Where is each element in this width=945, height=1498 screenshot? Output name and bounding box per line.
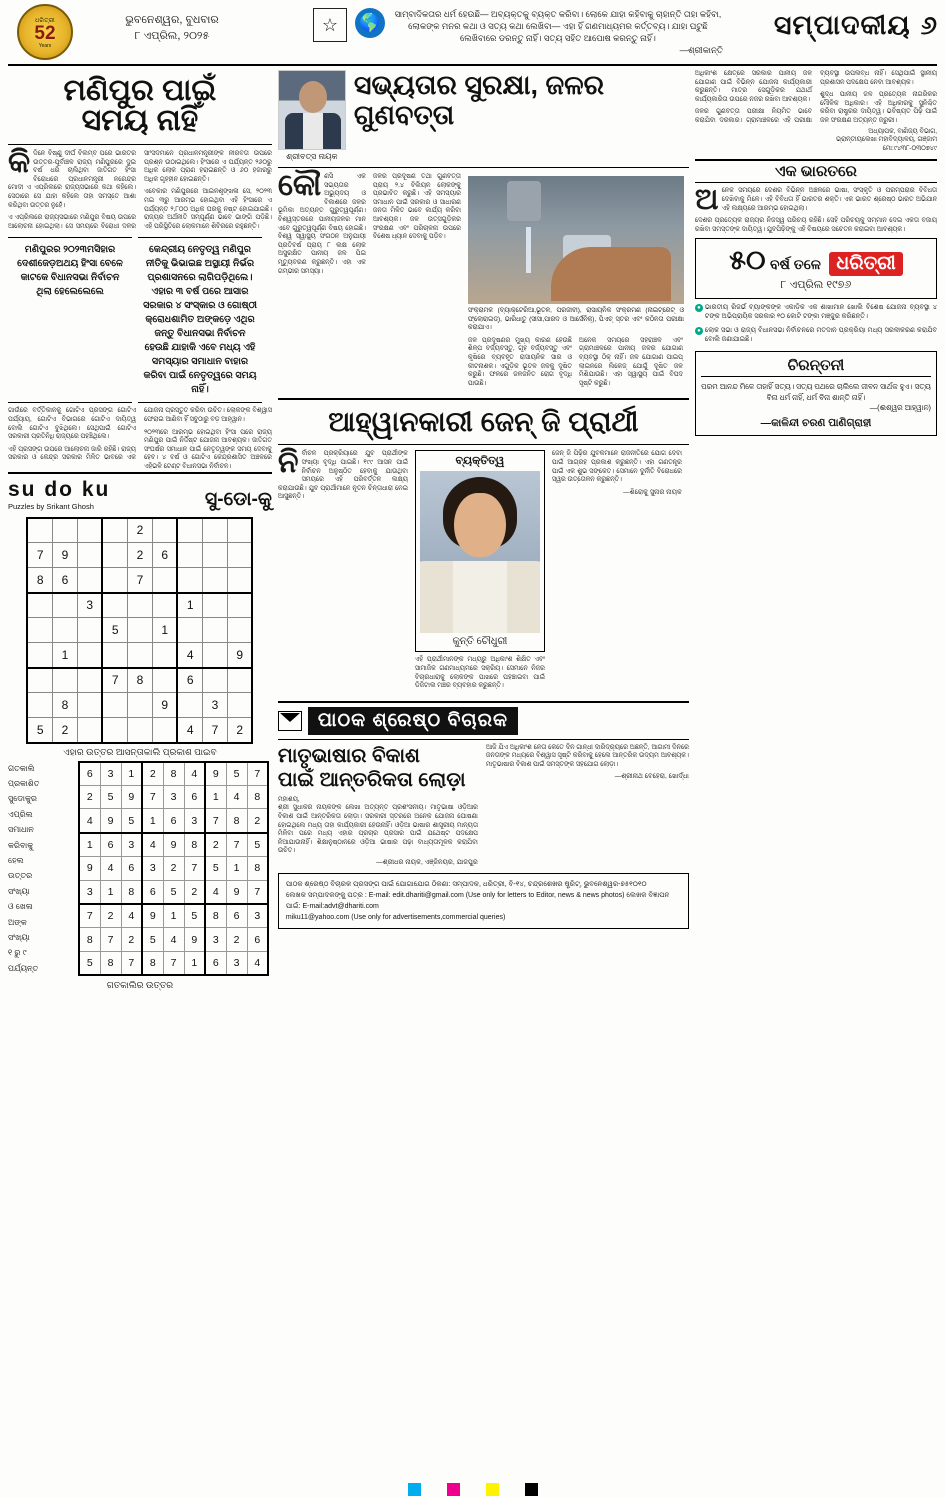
sudoku-cell[interactable]	[177, 618, 202, 643]
sudoku-answer-cell: 4	[121, 904, 142, 928]
feature-dropcap: କୌ	[277, 169, 322, 202]
section-title: ସମ୍ପାଦକୀୟ	[773, 10, 911, 40]
editorial-pullquotes	[8, 233, 272, 407]
sudoku-answer-cell: 8	[247, 785, 268, 809]
chirantani-title: ଚିରନ୍ତନୀ	[701, 357, 931, 377]
sudoku-answer-cell: 8	[226, 809, 247, 833]
sudoku-answer-cell: 3	[79, 880, 100, 904]
second-article-columns	[277, 446, 689, 694]
feature-para-3: ଜଳ ପ୍ରଦୂଷଣର ମୁଖ୍ୟ କାରଣ ହେଉଛି ଶିଳ୍ପ ବର୍ଜ୍ୟବସ୍ତୁ, ଗୃହ ବର୍ଜ୍ୟବସ୍ତୁ ଏବଂ କୃଷିରେ ବ୍ୟବହୃତ ରାସାୟନିକ ସାର ଓ କୀଟନାଶକ। ଏଗୁଡ଼ିକ ଭୂତଳ ଜଳକୁ ଦୂଷିତ କରୁଛି। ଫଳରେ ଜଳଜନିତ ରୋଗ ବୃଦ୍ଧି ପାଉଛି।	[467, 336, 572, 387]
right-column	[695, 70, 937, 991]
letter-salutation: ମହାଶୟ,	[277, 795, 300, 803]
sudoku-cell[interactable]	[102, 593, 127, 618]
sudoku-cell[interactable]: 9	[52, 543, 77, 568]
feature-article-columns	[277, 169, 689, 392]
color-patch-black	[525, 1483, 538, 1496]
sudoku-cell[interactable]	[127, 593, 152, 618]
sudoku-answer-label: ୧ ରୁ ୯	[8, 948, 27, 958]
sudoku-cell[interactable]	[202, 543, 227, 568]
sudoku-cell[interactable]	[102, 568, 127, 593]
sudoku-answer-cell: 3	[100, 762, 121, 786]
sudoku-answer-cell: 4	[142, 833, 163, 857]
second-article-dropcap: ନି	[277, 446, 299, 480]
masthead-date: ୮ ଏପ୍ରିଲ, ୨୦୨୫	[134, 30, 210, 42]
anniversary-brand: ଧରିତ୍ରୀ	[829, 252, 902, 276]
sudoku-cell[interactable]: 1	[177, 593, 202, 618]
sudoku-cell[interactable]	[52, 618, 77, 643]
anniversary-date: ୮ ଏପ୍ରିଲ ୧୯୭୬	[780, 279, 852, 292]
sudoku-cell[interactable]	[127, 618, 152, 643]
ek-bharat-para-2: ଦେଶର ପ୍ରତ୍ୟେକ ରାଜ୍ୟର ନିଜସ୍ୱ ପରିଚୟ ରହିଛି। ସେହି ପରିଚୟକୁ ସମ୍ମାନ ଦେଇ ଏକତା ବଜାୟ ରଖିବା ସମସ୍ତଙ୍କ ଦାୟିତ୍ୱ। ଯୁବପିଢ଼ିଙ୍କୁ ଏହି ବିଷୟରେ ସଚେତନ କରାଇବା ଆବଶ୍ୟକ।	[694, 217, 937, 233]
sudoku-answer-cell: 8	[79, 928, 100, 952]
editorial-para-4: ଗାଉଁରେ ବର୍ତ୍ତିକାନକୁ ଗୋଟିଏ ପ୍ରସଙ୍ଗ ଗୋଟିଏ ପର୍ଯ୍ୟାୟ, ଗୋଟିଏ ବିଭାଗରେ ଗୋଟିଏ ଦାୟିତ୍ୱ ବୋଲି ଗୋଟିଏ ବୁଝିଥିଲେ। ସେଥିପାଇଁ ଗୋଟିଏ ସରକାରୀ ପ୍ରତିନିଧି ରାଜ୍ୟରେ ପହଞ୍ଚିଥିଲେ।	[8, 407, 136, 441]
sudoku-answer-cell: 6	[205, 951, 226, 975]
sudoku-cell[interactable]	[77, 543, 102, 568]
contact-box	[278, 873, 689, 929]
mail-icon	[278, 711, 302, 731]
letter2-sign: —ଶ୍ରୀନାଥ ବେହେରା, ଖୋର୍ଦ୍ଧା	[614, 772, 689, 780]
sudoku-cell[interactable]: 1	[152, 618, 177, 643]
pullquote-left: ମଣିପୁରର ୨୦୨୩ମସିହାର ଦେଶୀଜେଡ଼ଅଥୟ ହିଂସା ବେଳେ କାଟକେ ବିଧାନସଭା ନିର୍ବାଚନ ଥିଲା ହେଲେଲେଲେ	[8, 237, 132, 403]
second-article-title: ଆହ୍ୱାନକାରୀ ଜେନ୍ ଜି ପ୍ରାର୍ଥୀ	[328, 406, 639, 438]
sudoku-answer-cell: 1	[142, 809, 163, 833]
editorial-body	[8, 146, 272, 233]
ek-bharat-body	[694, 183, 937, 234]
sudoku-cell[interactable]	[127, 693, 152, 718]
sudoku-cell[interactable]	[202, 618, 227, 643]
anniversary-number: ୫୦	[729, 245, 766, 276]
sudoku-answer-cell: 5	[247, 833, 268, 857]
sudoku-cell[interactable]	[152, 518, 177, 543]
sudoku-answer-cell: 9	[184, 928, 205, 952]
sudoku-cell[interactable]	[77, 693, 102, 718]
masthead-quote	[393, 8, 723, 56]
sudoku-answer-area	[8, 761, 272, 977]
sudoku-cell[interactable]	[227, 618, 252, 643]
sudoku-answer-cell: 7	[121, 951, 142, 975]
letters-banner-row	[278, 701, 689, 740]
color-patch-cyan	[408, 1483, 421, 1496]
sudoku-answer-cell: 7	[184, 856, 205, 880]
photo-caption: ସଂକ୍ରାମକ (ବ୍ୟାକ୍ଟେରିଆ,ଭୂତଳ, ପରଜୀବୀ), ରାସାୟନିକ ସଂକ୍ରମଣ (ନାଇଟ୍ରେଟ୍ ଓ ଫ୍ଲୋରାଇଡ୍), ଭାରିଧାତୁ (ସୀସା,ପାରଦ ଓ ଆର୍ସେନିକ୍), ପିଏଚ୍ ସ୍ତର ଏବଂ କଠିନତା ପରୀକ୍ଷା କରାଯାଏ।	[467, 307, 684, 332]
sudoku-answer-label: କରିବାକୁ	[8, 840, 34, 850]
sudoku-cell[interactable]: 2	[52, 718, 77, 743]
sudoku-answer-cell: 3	[163, 785, 184, 809]
sudoku-answer-cell: 7	[247, 762, 268, 786]
sudoku-answer-cell: 4	[79, 809, 100, 833]
feature-para-2: ଜଳର ପ୍ରଦୂଷଣ ତଥା ଗୁଣବତ୍ତା ପ୍ରାୟ ୨.୪ ବିଲିୟନ ଲୋକଙ୍କୁ ପ୍ରଭାବିତ କରୁଛି। ଏହି ସମସ୍ୟାର ସମାଧାନ ପାଇଁ ସରକାର ଓ ସାଧାରଣ ଜନତା ମିଳିତ ଭାବେ କାର୍ଯ୍ୟ କରିବା ଆବଶ୍ୟକ। ଜଳ ଉତ୍ସଗୁଡ଼ିକର ସଂରକ୍ଷଣ ଏବଂ ପରିଚାଳନା ଉପରେ ବିଶେଷ ଧ୍ୟାନ ଦେବାକୁ ପଡ଼ିବ।	[372, 173, 461, 241]
sudoku-cell[interactable]	[52, 593, 77, 618]
editorial-dropcap: କିି	[8, 146, 31, 179]
sudoku-answer-label: ଉତ୍ତର	[8, 871, 33, 881]
sudoku-title-odia: ସୁ-ଡୋ-କୁ	[204, 488, 272, 510]
editorial-headline-line2: ସମୟ ନାହିଁ	[81, 104, 199, 137]
sudoku-answer-label: ହେଲ	[8, 855, 24, 865]
national-emblem-icon: ☆	[313, 8, 347, 42]
seal-brand: ଧରିତ୍ରୀ	[35, 17, 55, 24]
editorial-para-6: ୨୦୨୩ରେ ଆରମ୍ଭ ହୋଇଥିବା ହିଂସା ପରେ ରାଜ୍ୟ ମଣିପୁର ପାଇଁ ନିର୍ଦ୍ଦିଷ୍ଟ ଯୋଜନା ଆବଶ୍ୟକ। ଜାତିଗତ ସଂଘର୍ଷର ସମାଧାନ ପାଇଁ ନେତୃତ୍ୱଙ୍କ ସମୟ ଦେବାକୁ ହେବ। ୪ ବର୍ଷ ଓ ଗୋଟିଏ କେନ୍ଦ୍ରଶାସିତ ଅଞ୍ଚଳରେ ଏହିଭଳି ଟେଣ୍ଟ ବିଧାନସଭା ନିର୍ବାଚନ।	[143, 428, 272, 470]
sudoku-cell[interactable]	[77, 718, 102, 743]
sudoku-answer-cell: 7	[100, 928, 121, 952]
sudoku-answer-label: ଏପ୍ରିଲ	[8, 809, 33, 819]
page-number: ୬	[920, 10, 937, 40]
sudoku-answer-cell: 4	[184, 762, 205, 786]
sudoku-answer-cell: 6	[163, 809, 184, 833]
chirantani-sign: —(ଈଶ୍ୱର ଆହ୍ୱାନ)	[869, 402, 931, 412]
sudoku-answer-cell: 8	[205, 904, 226, 928]
middle-column	[278, 70, 689, 991]
anniversary-suffix: ବର୍ଷ ତଳେ	[770, 256, 821, 273]
sudoku-cell[interactable]	[227, 518, 252, 543]
sudoku-answer-cell: 8	[184, 833, 205, 857]
sudoku-cell[interactable]	[77, 643, 102, 668]
letters-banner: ପାଠକ ଶ୍ରେଷ୍ଠ ବିଚାରକ	[308, 707, 518, 735]
sudoku-answer-cell: 5	[163, 880, 184, 904]
sudoku-answer-cell: 5	[100, 785, 121, 809]
sudoku-cell[interactable]	[27, 693, 52, 718]
seal-years: Years	[38, 42, 52, 49]
sudoku-cell[interactable]: 6	[152, 543, 177, 568]
sudoku-answer-cell: 6	[247, 928, 268, 952]
sudoku-cell[interactable]	[152, 568, 177, 593]
right-sign-3: ମୋ:୯୪୩୮-୦୩୦୭୪୯	[882, 144, 937, 152]
sudoku-cell[interactable]: 3	[202, 693, 227, 718]
ek-bharat-para-1: ନେକ ସମୟରେ ଦେଶର ବିଭିନ୍ନ ଅଞ୍ଚଳରେ ଭାଷା, ସଂସ୍କୃତି ଓ ପରମ୍ପରାର ବିବିଧତା ଦେଖିବାକୁ ମିଳେ। ଏହି ବିବିଧତା ହିଁ ଭାରତର ଶକ୍ତି। ଏକ ଭାରତ ଶ୍ରେଷ୍ଠ ଭାରତ ଅଭିଯାନ ଏହି ଲକ୍ଷ୍ୟରେ ଆରମ୍ଭ ହୋଇଥିଲା।	[721, 187, 937, 212]
contact-line-3[interactable]: miku11@yahoo.com (Use only for advertisements,commercial queries)	[285, 913, 506, 921]
sudoku-cell[interactable]	[152, 643, 177, 668]
sudoku-cell[interactable]	[152, 718, 177, 743]
sudoku-cell[interactable]	[77, 618, 102, 643]
globe-icon: 🌎	[355, 8, 385, 38]
author-name: ଶ୍ରୀବତ୍ସ ନାୟକ	[286, 152, 338, 161]
right-para-1: ଅଧିକାଂଶ କ୍ଷେତ୍ରେ ସରକାର ପାନୀୟ ଜଳ ଯୋଗାଣ ପାଇଁ ବିଭିନ୍ନ ଯୋଜନା କାର୍ଯ୍ୟକାରୀ କରୁଛନ୍ତି। ମାତ୍ର ସେଗୁଡ଼ିକର ଯଥାର୍ଥ କାର୍ଯ୍ୟକାରିତା ଉପରେ ନଜର ରଖିବା ଆବଶ୍ୟକ।	[694, 70, 812, 103]
sudoku-answer-cell: 7	[163, 951, 184, 975]
sudoku-answer-label: ଓ ଖେଳା	[8, 902, 33, 912]
sudoku-answer-cell: 6	[121, 856, 142, 880]
editorial-headline-line1: ମଣିପୁର ପାଇଁ	[63, 74, 217, 107]
sudoku-cell[interactable]	[202, 518, 227, 543]
registration-color-bar	[0, 1483, 945, 1496]
sudoku-answer-cell: 8	[100, 951, 121, 975]
sudoku-answer-cell: 3	[142, 856, 163, 880]
sudoku-cell[interactable]	[202, 668, 227, 693]
sudoku-answer-cell: 9	[142, 904, 163, 928]
sudoku-cell[interactable]	[177, 543, 202, 568]
right-para-3: ଶୁଦ୍ଧ ପାନୀୟ ଜଳ ପ୍ରତ୍ୟେକ ନାଗରିକର ମୌଳିକ ଅଧିକାର। ଏହି ଅଧିକାରକୁ ସୁନିଶ୍ଚିତ କରିବା ରାଷ୍ଟ୍ରର ଦାୟିତ୍ୱ। ଭବିଷ୍ୟତ ପିଢ଼ି ପାଇଁ ଜଳ ସଂରକ୍ଷଣ ଅତ୍ୟନ୍ତ ଜରୁରୀ।	[819, 91, 937, 124]
sudoku-cell[interactable]	[227, 593, 252, 618]
sudoku-cell[interactable]: 7	[27, 543, 52, 568]
tap-water-photo	[468, 176, 684, 304]
sudoku-answer-cell: 5	[142, 928, 163, 952]
woman-portrait	[420, 471, 540, 633]
sudoku-answer-cell: 5	[184, 904, 205, 928]
chirantani-box	[695, 351, 937, 436]
right-article-signature	[695, 128, 937, 154]
sudoku-answer-cell: 9	[226, 880, 247, 904]
sudoku-answer-cell: 1	[163, 904, 184, 928]
sudoku-cell[interactable]	[52, 518, 77, 543]
sudoku-answer-cell: 8	[121, 880, 142, 904]
sudoku-answer-cell: 3	[121, 833, 142, 857]
sudoku-logo: su do ku	[8, 477, 111, 501]
letter-title-line2: ପାଇଁ ଆନ୍ତରିକତା ଲୋଡ଼ା	[277, 768, 466, 791]
sudoku-answer-cell: 7	[205, 809, 226, 833]
sudoku-cell[interactable]	[227, 693, 252, 718]
sudoku-cell[interactable]	[27, 593, 52, 618]
masthead-place: ଭୁବନେଶ୍ୱର, ବୁଧବାର	[125, 14, 219, 26]
editorial-para-3: ଏବେକାର ମଣିପୁରରେ ଆଇନଶୃଙ୍ଖଳା ସେ, ୨୦୨୩ ମଇ ୩ରୁ ଆରମ୍ଭ ହୋଇଥିବା ଏହି ହିଂସାରେ ଏ ପର୍ଯ୍ୟନ୍ତ ୨,୮୦୦ ଅଧିକ ଘରକୁ ନଷ୍ଟ ହୋଇଯାଇଛି। ରାଜ୍ୟର ଅର୍ଥନୀତି ସମ୍ପୂର୍ଣ୍ଣ ଭାବେ ଭାଙ୍ଗି ପଡ଼ିଛି। ଏହି ପରିସ୍ଥିତିରେ ଲୋକମାନେ ଶିବିରରେ ରହୁଛନ୍ତି।	[143, 188, 272, 230]
sudoku-answer-cell: 7	[247, 880, 268, 904]
ek-bharat-section-title: ଏକ ଭାରତରେ	[695, 159, 937, 183]
editorial-para-1: ଦିନେ ବିଷ୍ଣୁ ଦୀର୍ଘ ବିଲମ୍ବ ପରେ ଭାରତର ଉତ୍ତର-ପୂର୍ବାଞ୍ଚଳ ରାଜ୍ୟ ମଣିପୁରରେ ଦୁଇ ବର୍ଷ ଧରି ଚାଲିଥିବା ଜାତିଗତ ହିଂସା ବିରୋଧରେ ପ୍ରଧାନମନ୍ତ୍ରୀ ନରେନ୍ଦ୍ର ମୋଦୀ ଏ ଏପ୍ରିଲରେ ରାଜ୍ୟସଭାରେ କଥା କହିଲେ। ସେଠାରେ ସେ ଯାହା କହିଲେ ତାହା ସମସ୍ତେ ଆଶା କରିଥିବା ଉତ୍ତର ନୁହେଁ।	[8, 150, 136, 209]
masthead-dateline	[82, 4, 262, 44]
sudoku-answer-grid	[78, 761, 269, 977]
sudoku-cell[interactable]	[152, 668, 177, 693]
sudoku-cell[interactable]: 5	[27, 718, 52, 743]
sudoku-answer-cell: 2	[247, 809, 268, 833]
pullquote-right: କେନ୍ଦ୍ରୀୟ ନେତୃତ୍ୱ ମଣିପୁର ନୀତିକୁ ଭିଭାଇଛ ଅସ୍ଥାୟୀ ନିର୍ଭର ପ୍ରଶାସନରେ ଲାଗିପଡ଼ିଥିଲେ। ଏହାର ୩ ବର୍ଷ ପରେ ଆସାର ସରକାର ୪ ସଂସ୍କାର ଓ ଗୋଷ୍ଠୀ କ୍ରୋଧଶାମିତ ଅଙ୍କଡ଼େ ଏଥିର ଜନ୍ତୁ ବିଧାନସଭା ନିର୍ବାଚନ ହେଉଛି ଯାହାକି ଏବେ ମଧ୍ୟ ଏହି ସମସ୍ୟାର ସମାଧାନ ବାହାର କରିବା ପାଇଁ ନେତୃତ୍ୱରେ ସମୟ ନାହିଁ।	[138, 237, 262, 403]
contact-line-2[interactable]: ଲେଖକ ସମ୍ପାଦକଙ୍କୁ ପତ୍ର : E-mail: edit.dhariti@gmail.com (Use only for letters to Editor, news & news photos) ଲେଖକ ବିଜ୍ଞାପନ ପାଇଁ: E-mail:advt@dhariti.com	[285, 891, 670, 910]
sudoku-answer-label: ପ୍ରକାଶିତ	[8, 778, 40, 788]
sudoku-credit: Puzzles by Srikant Ghosh	[8, 501, 94, 511]
feature-article-header	[278, 70, 689, 162]
sudoku-cell[interactable]	[27, 618, 52, 643]
sudoku-answer-cell: 4	[247, 951, 268, 975]
sudoku-caption: ଏହାର ଉତ୍ତର ଆସନ୍ତାକାଲି ପ୍ରକାଶ ପାଇବ	[63, 746, 217, 757]
sudoku-cell[interactable]: 1	[52, 643, 77, 668]
right-sign-2: ଭ୍ରାନ୍ତୀୟଲେଖା ମହାବିଦ୍ୟାଳୟ, ଗଞ୍ଜାମ	[836, 136, 937, 144]
color-patch-magenta	[447, 1483, 460, 1496]
sudoku-answer-cell: 2	[163, 856, 184, 880]
chirantani-author: —କାଳିନ୍ଦୀ ଚରଣ ପାଣିଗ୍ରାହୀ	[760, 416, 872, 429]
editorial-para-2: ଏ ଏପ୍ରିଲରେ ରାଜ୍ୟସଭାରେ ମଣିପୁର ବିଷୟ ଉପରେ ଆଲୋଚନା ହୋଇଥିଲା। ସେ ସମୟରେ ବିରୋଧୀ ଦଳର ସାଂସଦମାନେ ପ୍ରଧାନମନ୍ତ୍ରୀଙ୍କ ନୀରବତା ଉପରେ ପ୍ରଶ୍ନ ଉଠାଇଥିଲେ। ହିଂସାରେ ଏ ପର୍ଯ୍ୟନ୍ତ ୨୬୦ରୁ ଅଧିକ ଲୋକ ପ୍ରାଣ ହରାଇଛନ୍ତି ଓ ୬୦ ହଜାରରୁ ଅଧିକ ଗୃହହୀନ ହୋଇଛନ୍ତି।	[8, 150, 272, 230]
sudoku-answer-cell: 7	[79, 904, 100, 928]
sudoku-cell[interactable]: 6	[52, 568, 77, 593]
sudoku-answer-label: ସୁଡୋକୁର	[8, 794, 37, 804]
sudoku-answer-cell: 2	[100, 904, 121, 928]
sudoku-answer-cell: 6	[142, 880, 163, 904]
sudoku-cell[interactable]: 2	[227, 718, 252, 743]
masthead-quote-text: ସାମ୍ବାଦିକତାର ଧର୍ମ ହେଉଛି— ଅବ୍ୟକ୍ତକୁ ବ୍ୟକ୍ତ କରିବା। ଲୋକେ ଯାହା କହିବାକୁ ଚାହାନ୍ତି ତାହା କହିବା, ଲୋକଙ୍କ ମନର କଥା ଓ ସତ୍ୟ କଥା ଲେଖିବା— ଏହା ହିଁ ଗଣମାଧ୍ୟମର କର୍ତ୍ତବ୍ୟ। ଯାହା ଘଟୁଛି ଲେଖିବାରେ ଡରନ୍ତୁ ନାହିଁ। ସତ୍ୟ ସହିତ ଆପୋଷ କରନ୍ତୁ ନାହିଁ।	[394, 9, 722, 43]
sudoku-answer-cell: 5	[226, 762, 247, 786]
sudoku-cell[interactable]	[77, 518, 102, 543]
seal-number: 52	[34, 22, 56, 44]
sudoku-answer-cell: 1	[205, 785, 226, 809]
sudoku-answer-cell: 2	[142, 762, 163, 786]
sudoku-cell[interactable]	[102, 718, 127, 743]
masthead-right	[774, 4, 937, 42]
page-body	[8, 70, 937, 991]
second-para-3: ଜେନ୍ ଜି ପିଢ଼ିର ଯୁବକମାନେ ରାଜନୀତିରେ ଯୋଗ ଦେବା ପାଇଁ ଆଗ୍ରହ ପ୍ରକାଶ କରୁଛନ୍ତି। ଏହା ଗଣତନ୍ତ୍ର ପାଇଁ ଏକ ଶୁଭ ସଙ୍କେତ। ସେମାନେ ଦୁର୍ନୀତି ବିରୋଧରେ ସ୍ୱର ଉତ୍ତୋଳନ କରୁଛନ୍ତି।	[551, 450, 682, 484]
sudoku-cell[interactable]: 2	[127, 543, 152, 568]
sudoku-cell[interactable]: 8	[52, 693, 77, 718]
sudoku-cell[interactable]	[202, 568, 227, 593]
sudoku-answer-cell: 6	[79, 762, 100, 786]
sudoku-answer-label: ସମାଧାନ	[8, 825, 34, 835]
sudoku-answer-cell: 5	[79, 951, 100, 975]
right-sign-1: ଅଧ୍ୟାପକ, ବାଣିଜ୍ୟ ବିଭାଗ,	[868, 127, 937, 135]
sudoku-answer-label: ଗତକାଲି	[8, 763, 35, 773]
sudoku-cell[interactable]	[177, 568, 202, 593]
sudoku-answer-cell: 4	[100, 856, 121, 880]
sudoku-cell[interactable]	[177, 693, 202, 718]
ek-bharat-dropcap: ଅ	[694, 183, 719, 217]
sudoku-cell[interactable]: 4	[177, 643, 202, 668]
masthead	[8, 4, 937, 66]
sudoku-cell[interactable]: 7	[102, 668, 127, 693]
sudoku-answer-cell: 2	[205, 833, 226, 857]
sudoku-answer-cell: 6	[184, 785, 205, 809]
sudoku-grid[interactable]	[26, 517, 253, 744]
person-label: ବ୍ୟକ୍ତିତ୍ୱ	[455, 455, 505, 468]
sudoku-cell[interactable]	[27, 668, 52, 693]
masthead-quote-sign: —ଶ୍ରୀକାନ୍ତି	[679, 45, 723, 55]
author-photo	[278, 70, 346, 150]
anniversary-item-2	[695, 327, 937, 345]
sudoku-answer-cell: 2	[121, 928, 142, 952]
editorial-para-5: ଏହି ପ୍ରସଙ୍ଗ ଉପରେ ଆଲୋଚନା ଜାରି ରହିଛି। ରାଜ୍ୟ ସରକାର ଓ କେନ୍ଦ୍ର ସରକାର ମିଳିତ ଭାବରେ ଏକ ଯୋଜନା ପ୍ରସ୍ତୁତ କରିବା ଉଚିତ। ଲୋକଙ୍କ ବିଶ୍ୱାସ ଫେରାଇ ଆଣିବା ହିଁ ସବୁଠାରୁ ବଡ଼ ଆହ୍ୱାନ।	[8, 407, 272, 462]
sudoku-header	[8, 472, 272, 511]
sudoku-answer-cell: 3	[247, 904, 268, 928]
contact-line-1: ପାଠକ ଶ୍ରେଷ୍ଠ ବିଚାରକ ପ୍ରସଙ୍ଗ ପାଇଁ ଯୋଗାଯୋଗ ଠିକଣା: ସମ୍ପାଦକ, ଧରିତ୍ରୀ, ବି-୧୪, ଚନ୍ଦ୍ରଶେଖର ଷ୍ଟ୍ରିଟ୍, ଭୁବନେଶ୍ୱର-୭୫୧୦୧୦	[285, 880, 647, 888]
sudoku-answer-cell: 1	[184, 951, 205, 975]
sudoku-cell[interactable]: 3	[77, 593, 102, 618]
sudoku-cell[interactable]	[227, 668, 252, 693]
second-para-1: ର୍ବାଚନ ପ୍ରକ୍ରିୟାରେ ଯୁବ ପ୍ରାର୍ଥୀଙ୍କ ସଂଖ୍ୟା ବୃଦ୍ଧି ପାଇଛି। ୧୯୯ ଆସନ ପାଇଁ ନିର୍ବାଚନ ଅନୁଷ୍ଠିତ ହେବାକୁ ଯାଉଥିବା ସମୟରେ ଏହି ପରିବର୍ତ୍ତନ ଲକ୍ଷ୍ୟ କରାଯାଉଛି। ଯୁବ ପ୍ରାର୍ଥୀମାନେ ନୂତନ ଚିନ୍ତାଧାରା ନେଇ ଆସୁଛନ୍ତି।	[277, 450, 408, 501]
letter-body: ଶ୍ରୀ ସୁଧାକର ନାୟକଙ୍କ ଲେଖା ଅତ୍ୟନ୍ତ ପ୍ରଶଂସନୀୟ। ମାତୃଭାଷା ଓଡ଼ିଆର ବିକାଶ ପାଇଁ ଆନ୍ତରିକତା ଲୋଡ଼ା। ସରକାରୀ ସ୍ତରରେ ଅନେକ ଯୋଜନା ଘୋଷଣା ହୋଇଥିଲେ ମଧ୍ୟ ତାହା କାର୍ଯ୍ୟକାରୀ ହେଉନାହିଁ। ଓଡ଼ିଆ ଭାଷାର ଶାସ୍ତ୍ରୀୟ ମାନ୍ୟତା ମିଳିବା ପରେ ମଧ୍ୟ ଏହାର ପ୍ରଚାର ପ୍ରସାର ପାଇଁ ଯଥେଷ୍ଟ ପଦକ୍ଷେପ ନିଆଯାଉନାହିଁ। ଶିକ୍ଷାନୁଷ୍ଠାନରେ ଓଡ଼ିଆ ଭାଷାର ପଢ଼ା ବାଧ୍ୟତାମୂଳକ କରାଯିବା ଉଚିତ।	[277, 804, 478, 855]
masthead-logo	[8, 4, 82, 60]
sudoku-cell[interactable]	[227, 543, 252, 568]
sudoku-answer-cell: 1	[100, 880, 121, 904]
second-article-sign: —ଶିରୋକୁ ସୁନାର ନାୟକ	[623, 488, 682, 496]
anniversary-item-1	[695, 304, 937, 322]
sudoku-answer-cell: 6	[100, 833, 121, 857]
sudoku-answer-cell: 8	[163, 762, 184, 786]
sudoku-cell[interactable]: 6	[177, 668, 202, 693]
sudoku-answer-cell: 6	[226, 904, 247, 928]
anniversary-item-2-text: ଲୋକ ସଭା ଓ ରାଜ୍ୟ ବିଧାନସଭା ନିର୍ବାଚନରେ ମତଦାନ ପ୍ରକ୍ରିୟା ମଧ୍ୟ ସରଳୀକରଣ କରାଯିବ ବୋଲି ଜଣାଯାଇଛି।	[704, 326, 937, 343]
sudoku-answer-label: ପର୍ଯ୍ୟନ୍ତ	[8, 963, 39, 973]
sudoku-cell[interactable]	[202, 643, 227, 668]
sudoku-answer-cell: 9	[79, 856, 100, 880]
anniversary-seal	[17, 4, 73, 60]
sudoku-answer-cell: 2	[184, 880, 205, 904]
sudoku-answer-cell: 8	[142, 951, 163, 975]
sudoku-cell[interactable]	[77, 668, 102, 693]
letters-section	[278, 744, 689, 867]
sudoku-answer-cell: 8	[247, 856, 268, 880]
sudoku-cell[interactable]: 2	[127, 518, 152, 543]
person-name: କୁନ୍ତି ଚୌଧୁରୀ	[452, 636, 508, 648]
sudoku-cell[interactable]: 8	[127, 668, 152, 693]
sudoku-cell[interactable]	[27, 643, 52, 668]
sudoku-cell[interactable]	[27, 518, 52, 543]
editorial-body-2	[8, 407, 272, 471]
sudoku-cell[interactable]	[102, 543, 127, 568]
sudoku-cell[interactable]	[152, 593, 177, 618]
bullet-icon: ●	[695, 327, 703, 335]
sudoku-footer: ଗତକାଲିର ଉତ୍ତର	[106, 980, 174, 991]
sudoku-cell[interactable]	[227, 568, 252, 593]
sudoku-cell[interactable]	[202, 593, 227, 618]
sudoku-cell[interactable]: 4	[177, 718, 202, 743]
right-article-continuation	[695, 70, 937, 128]
sudoku-answer-cell: 1	[79, 833, 100, 857]
sudoku-answer-cell: 3	[226, 951, 247, 975]
letter2-body: ଆଜି ଯିଏ ଅଧିକାଂଶ ନେତା କେତେ ଦିନ ଗାନ୍ଧୀ ଦାରିଦ୍ର୍ୟରେ ଅଛନ୍ତି, ଆଗାମୀ ଦିନରେ ଜନତାଙ୍କ ମଧ୍ୟରେ ବିଶ୍ୱାସ ସୃଷ୍ଟି କରିବାକୁ ହେଲେ ଆନ୍ତରିକ ଉଦ୍ୟମ ଆବଶ୍ୟକ। ମାତୃଭାଷାର ବିକାଶ ପାଇଁ ସମସ୍ତଙ୍କ ସହଯୋଗ ଲୋଡ଼ା।	[485, 743, 689, 768]
feature-article-title: ସଭ୍ୟତାର ସୁରକ୍ଷା, ଜଳର ଗୁଣବତ୍ତା	[353, 70, 605, 130]
sudoku-answer-labels	[8, 761, 74, 977]
feature-para-4: ଅନେକ ସମୟରେ ସହରାଞ୍ଚଳ ଏବଂ ଗ୍ରାମାଞ୍ଚଳରେ ପାନୀୟ ଜଳର ଯୋଗାଣ ବ୍ୟବସ୍ଥା ଠିକ୍ ନାହିଁ। ଜଳ ଯୋଗାଣ ପାଇପ୍ ଲାଇନରେ ଲିକେଜ୍ ଯୋଗୁଁ ଦୂଷିତ ଜଳ ମିଶିଯାଉଛି। ଏହା ସ୍ୱାସ୍ଥ୍ୟ ପାଇଁ ବିପଦ ସୃଷ୍ଟି କରୁଛି।	[578, 336, 683, 387]
sudoku-cell[interactable]: 9	[227, 643, 252, 668]
sudoku-cell[interactable]: 8	[27, 568, 52, 593]
sudoku-answer-cell: 1	[226, 856, 247, 880]
chirantani-body: ପରମ ଆନନ୍ଦ ମିଳେ ତାହାହିଁ ସତ୍ୟ। ସତ୍ୟ ପଥରେ ଚାଲିଲେ ଜୀବନ ସାର୍ଥକ ହୁଏ। ସତ୍ୟ ବିନା ଧର୍ମ ନାହିଁ, ଧର୍ମ ବିନା ଶାନ୍ତି ନାହିଁ।	[701, 381, 931, 402]
right-para-2: ଜଳର ଗୁଣବତ୍ତା ପରୀକ୍ଷା ନିୟମିତ ଭାବେ କରାଯିବା ଦରକାର। ଗ୍ରାମାଞ୍ଚଳରେ ଏହି ପରୀକ୍ଷା ବ୍ୟବସ୍ଥା ଉପଲବ୍ଧ ନାହିଁ। ସେଥିପାଇଁ ସ୍ଥାନୀୟ ପ୍ରଶାସନ ପଦକ୍ଷେପ ନେବା ଆବଶ୍ୟକ।	[694, 70, 937, 124]
left-column	[8, 70, 272, 991]
sudoku-answer-cell: 9	[205, 762, 226, 786]
sudoku-cell[interactable]	[102, 693, 127, 718]
sudoku-answer-cell: 5	[121, 809, 142, 833]
sudoku-cell[interactable]	[102, 518, 127, 543]
sudoku-answer-label: ସଂଖ୍ୟା	[8, 886, 30, 896]
sudoku-answer-cell: 9	[100, 809, 121, 833]
sudoku-answer-cell: 2	[79, 785, 100, 809]
color-patch-yellow	[486, 1483, 499, 1496]
person-profile-box	[415, 450, 545, 652]
anniversary-box	[695, 238, 937, 299]
sudoku-answer-cell: 7	[226, 833, 247, 857]
sudoku-cell[interactable]	[127, 643, 152, 668]
sudoku-cell[interactable]	[177, 518, 202, 543]
sudoku-cell[interactable]: 7	[127, 568, 152, 593]
sudoku-answer-cell: 3	[205, 928, 226, 952]
sudoku-answer-label: ଅଙ୍କ	[8, 917, 27, 927]
sudoku-cell[interactable]	[127, 718, 152, 743]
sudoku-answer-cell: 9	[163, 833, 184, 857]
sudoku-answer-cell: 9	[121, 785, 142, 809]
sudoku-cell[interactable]	[52, 668, 77, 693]
letter-sign: —ଶ୍ରୀଧର ନାୟକ, ଏଞ୍ଜିନୟର, ଯାଜପୁର	[376, 858, 478, 866]
letter-title-line1: ମାତୃଭାଷାର ବିକାଶ	[277, 744, 420, 767]
sudoku-answer-cell: 4	[205, 880, 226, 904]
masthead-center	[262, 4, 774, 56]
bullet-icon: ●	[695, 304, 703, 312]
sudoku-cell[interactable]	[77, 568, 102, 593]
sudoku-cell[interactable]: 9	[152, 693, 177, 718]
sudoku-cell[interactable]: 7	[202, 718, 227, 743]
sudoku-answer-cell: 7	[142, 785, 163, 809]
sudoku-answer-label: ସଂଖ୍ୟା	[8, 932, 30, 942]
second-para-2: ଏହି ପ୍ରାର୍ଥୀମାନଙ୍କ ମଧ୍ୟରୁ ଅଧିକାଂଶ ଶିକ୍ଷିତ ଏବଂ ସାମାଜିକ ଗଣମାଧ୍ୟମରେ ସକ୍ରିୟ। ସେମାନେ ନିଜର ବିଚାରଧାରାକୁ ଲୋକଙ୍କ ପାଖରେ ପହଞ୍ଚାଇବା ପାଇଁ ଡିଜିଟାଲ ମଞ୍ଚର ବ୍ୟବହାର କରୁଛନ୍ତି।	[414, 656, 545, 690]
sudoku-cell[interactable]: 5	[102, 618, 127, 643]
sudoku-answer-cell: 2	[226, 928, 247, 952]
sudoku-answer-cell: 4	[163, 928, 184, 952]
sudoku-cell[interactable]	[102, 643, 127, 668]
anniversary-item-1-text: ଭାରତୀୟ ରିଜର୍ଭ ବ୍ୟାଙ୍କଙ୍କ ଏକାଡ଼ିକ ଏକ ଶାଖାମାନ ଖୋଲି ବିଶେଷ ଯୋଜନା ବ୍ୟବସ୍ଥା ୪ ଟଙ୍କ ଅଭିପ୍ରାୟିକ ସରକାର ୧୦ କୋଟି ଟଙ୍କା ମଞ୍ଜୁର କରିଛନ୍ତି।	[704, 304, 937, 321]
sudoku-answer-cell: 1	[121, 762, 142, 786]
sudoku-answer-cell: 4	[226, 785, 247, 809]
sudoku-answer-cell: 3	[184, 809, 205, 833]
feature-para-1: ଣସି ଏକ ସଭ୍ୟତାର ଅଭ୍ୟୁଦୟ ଓ ବିକାଶରେ ଜଳର ଭୂମିକା ଅତ୍ୟନ୍ତ ଗୁରୁତ୍ୱପୂର୍ଣ୍ଣ। ବିଶ୍ୱସ୍ତରରେ ପାନୀୟଜଳର ମାନ ଏବେ ଗୁରୁତ୍ୱପୂର୍ଣ୍ଣ ବିଷୟ ହୋଇଛି। ବିଶ୍ୱ ସ୍ୱାସ୍ଥ୍ୟ ସଂଗଠନ ଅନୁଯାୟୀ ପ୍ରତିବର୍ଷ ପ୍ରାୟ ୮ ଲକ୍ଷ ଲୋକ ଅସୁରକ୍ଷିତ ପାନୀୟ ଜଳ ପିଇ ମୃତ୍ୟୁବରଣ କରୁଛନ୍ତି। ଏହା ଏକ ଗମ୍ଭୀର ସମସ୍ୟା।	[277, 173, 366, 275]
sudoku-answer-cell: 5	[205, 856, 226, 880]
